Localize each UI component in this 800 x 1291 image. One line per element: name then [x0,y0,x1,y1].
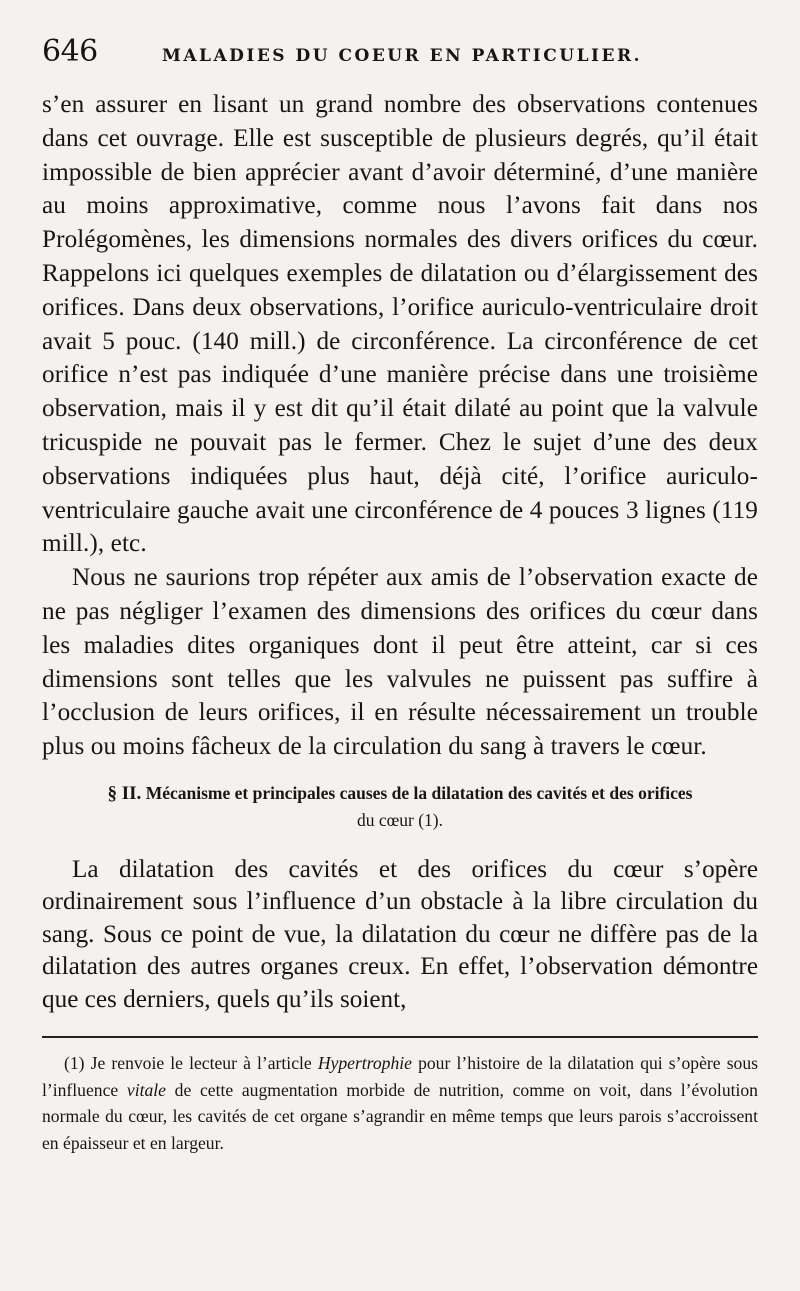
section-heading [42,780,758,834]
running-title: MALADIES DU COEUR EN PARTICULIER. [162,46,642,66]
section-text [42,854,758,1017]
footnote [42,1050,758,1156]
footnote-part3: de cette augmentation morbide de nutrition, comme on voit, dans l’évolution normale du cœur, les cavités de cet organe s’agrandir en même temps que leurs parois s’accroissent en épaisseur et en largeur. [42,1079,758,1153]
paragraph-2: Nous ne saurions trop répéter aux amis de l’observation exacte de ne pas négliger l’examen des dimensions des orifices du cœur dans les maladies dites organiques dont il peut être atteint, car si ces dimensions sont telles que les valvules ne puissent pas suffire à l’occlusion de leurs orifices, il en résulte nécessairement un trouble plus ou moins fâcheux de la circulation du sang à travers le cœur. [42,564,758,761]
footnote-part1: (1) Je renvoie le lecteur à l’article [64,1053,318,1074]
paragraph-1: s’en assurer en lisant un grand nombre des observations contenues dans cet ouvrage. Elle est susceptible de plusieurs degrés, qu’il était impossible de bien apprécier avant d’avoir déterminé, d’une manière au moins approximative, comme nous l’avons fait dans nos Prolégomènes, les dimensions normales des divers orifices du cœur. Rappelons ici quelques exemples de dilatation ou d’élargissement des orifices. Dans deux observations, l’orifice auriculo-ventriculaire droit avait 5 pouc. (140 mill.) de circonférence. La circonférence de cet orifice n’est pas indiquée d’une manière précise dans une troisième observation, mais il y est dit qu’il était dilaté au point que la valvule tricuspide ne pouvait pas le fermer. Chez le sujet d’une des deux observations indiquées plus haut, déjà cité, l’orifice auriculo-ventriculaire gauche avait une circonférence de 4 pouces 3 lignes (119 mill.), etc. [42,91,758,558]
footnote-italic-vitale: vitale [126,1079,166,1100]
footnote-italic-hypertrophie: Hypertrophie [317,1053,412,1074]
running-head [42,34,758,88]
section-paragraph: La dilatation des cavités et des orifices du cœur s’opère ordinairement sous l’influence d’un obstacle à la libre circulation du sang. Sous ce point de vue, la dilatation du cœur ne diffère pas de la dilatation des autres organes creux. En effet, l’observation démontre que ces derniers, quels qu’ils soient, [42,855,758,1013]
section-number: § II. [107,782,142,804]
main-text [42,88,758,764]
footnote-rule [42,1036,758,1038]
section-title-line2: du cœur (1). [356,809,443,830]
footnote-part2: pour l’histoire de la dilatation qui s’opère sous l’influence [42,1053,758,1100]
section-title-line1: Mécanisme et principales causes de la dilatation des cavités et des orifices [145,782,693,803]
page-number: 646 [42,34,98,69]
